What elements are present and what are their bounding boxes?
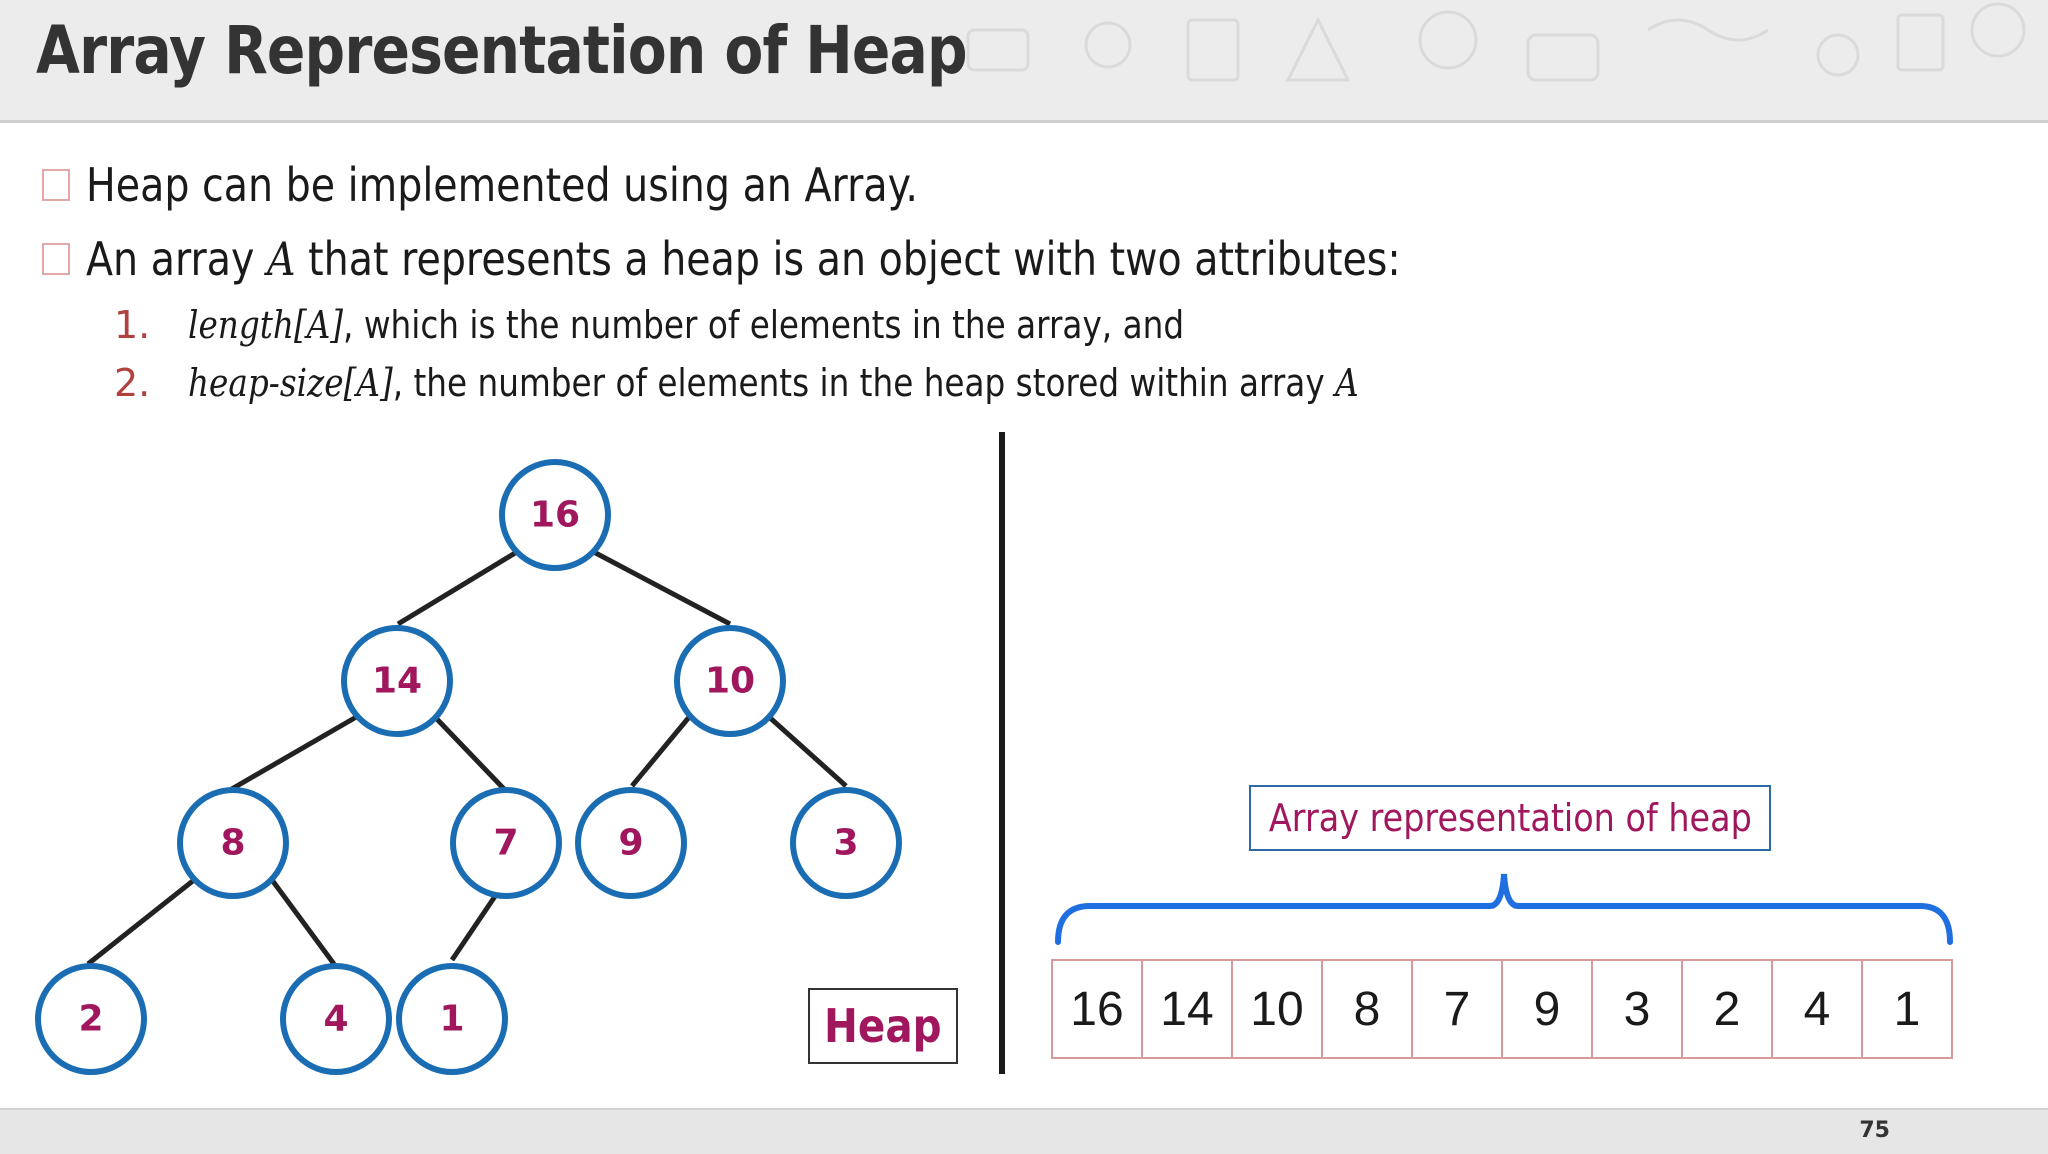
- tree-edge: [632, 716, 690, 786]
- tree-edge: [398, 550, 520, 624]
- tree-edge: [88, 880, 194, 964]
- heap-node: [578, 790, 684, 896]
- array-cell: 8: [1321, 959, 1413, 1059]
- array-cell: 14: [1141, 959, 1233, 1059]
- heap-node: [453, 790, 559, 896]
- bullet-list: [42, 148, 1942, 412]
- sub-item-text: length[A], which is the number of elements in the array, and: [188, 303, 1185, 347]
- page-number: 75: [1859, 1118, 1890, 1143]
- heap-node: [399, 966, 505, 1072]
- svg-text:1: 1: [439, 998, 465, 1040]
- svg-text:10: 10: [704, 660, 756, 702]
- svg-text:14: 14: [371, 660, 423, 702]
- array-caption-box: [1249, 785, 1771, 851]
- heap-node: [180, 790, 286, 896]
- array-cell: 1: [1861, 959, 1953, 1059]
- bullet-text: Heap can be implemented using an Array.: [86, 158, 918, 212]
- tree-edge: [768, 716, 846, 786]
- svg-text:16: 16: [529, 494, 581, 536]
- heap-node: [283, 966, 389, 1072]
- slide-title: Array Representation of Heap: [36, 12, 967, 89]
- array-cell: 16: [1051, 959, 1143, 1059]
- sub-item-number: 2.: [114, 361, 151, 405]
- array-cell: 3: [1591, 959, 1683, 1059]
- array-caption-text: Array representation of heap: [1268, 796, 1752, 840]
- heap-node: [502, 462, 608, 568]
- tree-edge: [230, 716, 358, 790]
- svg-text:3: 3: [833, 822, 859, 864]
- svg-text:2: 2: [78, 998, 104, 1040]
- tree-edges: [88, 550, 846, 964]
- tree-edge: [434, 716, 505, 790]
- svg-text:7: 7: [493, 822, 519, 864]
- bullet-square-icon: [42, 243, 70, 275]
- heap-node: [38, 966, 144, 1072]
- sub-item-1: [114, 296, 1942, 354]
- bullet-square-icon: [42, 169, 70, 201]
- sub-item-number: 1.: [114, 303, 151, 347]
- heap-label-box: [808, 988, 958, 1064]
- bullet-item-2: [42, 222, 1942, 296]
- svg-text:8: 8: [220, 822, 246, 864]
- slide-footer: [0, 1108, 2048, 1154]
- svg-text:4: 4: [323, 998, 349, 1040]
- heap-label-text: Heap: [824, 999, 942, 1053]
- bullet-text: An array A that represents a heap is an object with two attributes:: [86, 232, 1401, 286]
- doodle-background-icon: [848, 0, 2048, 120]
- array-cell: 2: [1681, 959, 1773, 1059]
- heap-node: [344, 628, 450, 734]
- sub-item-text: heap-size[A], the number of elements in the heap stored within array A: [188, 361, 1359, 405]
- array-cell: 10: [1231, 959, 1323, 1059]
- array-cell: 7: [1411, 959, 1503, 1059]
- tree-edge: [272, 880, 334, 964]
- array-representation: [1053, 959, 1953, 1059]
- svg-text:9: 9: [618, 822, 644, 864]
- tree-edge: [590, 550, 730, 624]
- curly-brace-icon: [1050, 860, 1960, 950]
- bullet-item-1: [42, 148, 1942, 222]
- slide-header: [0, 0, 2048, 123]
- vertical-divider: [999, 432, 1005, 1074]
- array-cell: 4: [1771, 959, 1863, 1059]
- heap-node: [677, 628, 783, 734]
- array-cell: 9: [1501, 959, 1593, 1059]
- heap-node: [793, 790, 899, 896]
- sub-item-2: [114, 354, 1942, 412]
